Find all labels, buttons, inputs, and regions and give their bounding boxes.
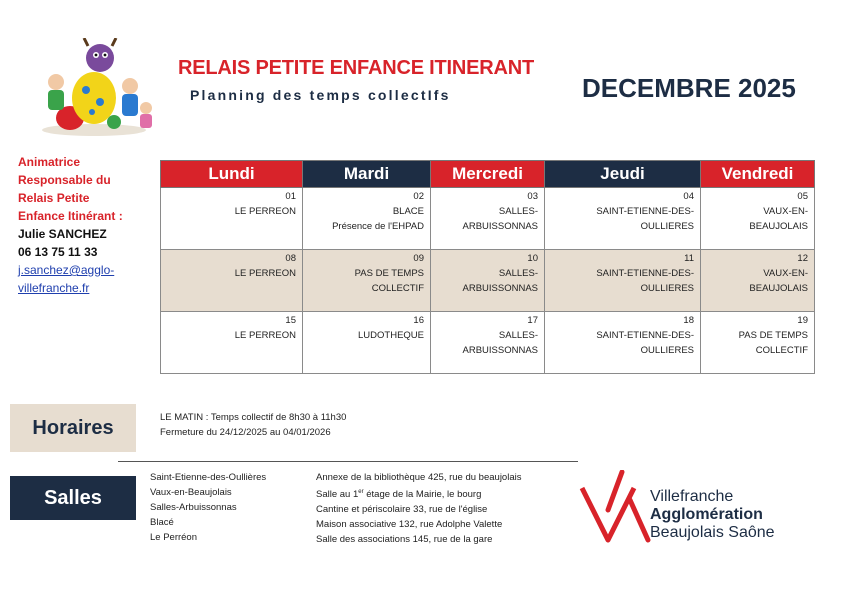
agglo-logo-line: Agglomération [650,506,763,523]
cell-date: 19 [797,315,808,326]
salle-address [316,485,521,502]
agglo-logo-mark-icon [578,470,652,546]
cell-date: 15 [285,315,296,326]
page-title: RELAIS PETITE ENFANCE ITINERANT [178,57,535,79]
horaires-line: Fermeture du 24/12/2025 au 04/01/2026 [160,427,331,438]
salle-address: Annexe de la bibliothèque 425, rue du beaujolais [316,472,522,483]
calendar-cell [545,250,701,312]
salle-address: Cantine et périscolaire 33, rue de l'église [316,504,488,516]
horaires-line: LE MATIN : Temps collectif de 8h30 à 11h30 [160,412,347,423]
salle-address-part: Salle au 1 [316,489,359,501]
cell-text: OULLIERES [640,283,694,294]
cell-text: OULLIERES [640,221,694,232]
calendar-cell [701,188,815,250]
day-header-mardi: Mardi [303,161,431,188]
calendar-cell [303,188,431,250]
salle-address: Salle des associations 145, rue de la gare [316,534,493,546]
contact-email-line[interactable]: j.sanchez@agglo- [18,263,115,277]
children-mascot-logo [34,38,160,138]
calendar-cell [431,250,545,312]
cell-text: BLACE [392,206,424,217]
salles-label: Salles [44,487,102,509]
cell-text: COLLECTIF [755,345,808,356]
cell-date: 09 [413,253,424,264]
day-header-lundi: Lundi [161,161,303,188]
cell-date: 18 [683,315,694,326]
contact-role-line: Responsable du [18,173,111,187]
cell-text: PAS DE TEMPS [354,268,424,279]
cell-text: LUDOTHEQUE [358,330,424,341]
cell-date: 10 [527,253,538,264]
cell-text: SAINT-ETIENNE-DES- [596,330,694,341]
calendar-table [160,160,815,374]
calendar-cell [303,250,431,312]
cell-text: LE PERREON [234,268,296,279]
cell-text: VAUX-EN- [763,268,808,279]
agglo-logo-text [650,488,775,542]
contact-phone: 06 13 75 11 33 [18,245,98,259]
day-header-jeudi: Jeudi [545,161,701,188]
salles-address-list [316,470,521,547]
cell-date: 16 [413,315,424,326]
cell-text: SALLES- [498,206,538,217]
cell-text: LE PERREON [234,206,296,217]
cell-text: SAINT-ETIENNE-DES- [596,268,694,279]
salle-name: Blacé [150,517,174,528]
contact-email-link[interactable] [18,261,158,297]
cell-date: 02 [413,191,424,202]
agglo-logo-line: Villefranche [650,488,734,505]
cell-text: SALLES- [498,330,538,341]
calendar-week-row [161,188,815,250]
calendar-cell [161,250,303,312]
calendar-cell [161,188,303,250]
calendar-cell [701,312,815,374]
calendar-week-row [161,312,815,374]
contact-role-line: Relais Petite [18,191,90,205]
salle-name: Le Perréon [150,532,198,543]
cell-text: OULLIERES [640,345,694,356]
salle-address: Maison associative 132, rue Adolphe Valette [316,519,503,531]
cell-date: 17 [527,315,538,326]
cell-date: 01 [285,191,296,202]
calendar-cell [431,188,545,250]
contact-name: Julie SANCHEZ [18,227,107,241]
agglo-logo-line: Beaujolais Saône [650,524,775,541]
cell-text: Présence de l'EHPAD [332,221,424,232]
cell-text: VAUX-EN- [763,206,808,217]
cell-date: 05 [797,191,808,202]
month-heading: DECEMBRE 2025 [582,73,796,103]
cell-text: PAS DE TEMPS [738,330,808,341]
contact-role-line: Enfance Itinérant : [18,209,123,223]
horaires-label: Horaires [32,417,114,439]
salle-address-sup: er [358,489,364,495]
cell-text: ARBUISSONNAS [462,283,538,294]
salle-name: Vaux-en-Beaujolais [150,487,232,498]
horaires-text [160,410,346,440]
cell-text: BEAUJOLAIS [749,221,808,232]
cell-text: LE PERREON [234,330,296,341]
cell-text: ARBUISSONNAS [462,221,538,232]
salles-names-list [150,470,266,545]
calendar-cell [545,188,701,250]
cell-date: 04 [683,191,694,202]
calendar-cell [701,250,815,312]
cell-text: BEAUJOLAIS [749,283,808,294]
calendar-cell [161,312,303,374]
page-subtitle: Planning des temps collectIfs [190,87,451,103]
cell-date: 11 [684,253,694,264]
cell-text: ARBUISSONNAS [462,345,538,356]
cell-date: 08 [285,253,296,264]
contact-role-line: Animatrice [18,155,81,169]
cell-date: 12 [797,253,808,264]
day-header-mercredi: Mercredi [431,161,545,188]
cell-text: SAINT-ETIENNE-DES- [596,206,694,217]
calendar-cell [303,312,431,374]
day-header-vendredi: Vendredi [701,161,815,188]
calendar-week-row [161,250,815,312]
calendar-header-row [161,161,815,188]
salle-name: Salles-Arbuissonnas [150,502,237,513]
cell-text: SALLES- [498,268,538,279]
cell-text: COLLECTIF [371,283,424,294]
salle-name: Saint-Etienne-des-Oullières [150,472,267,483]
salle-address-part: étage de la Mairie, le bourg [363,489,482,501]
calendar-cell [545,312,701,374]
cell-date: 03 [527,191,538,202]
section-divider [118,461,578,462]
contact-email-line[interactable]: villefranche.fr [18,281,90,295]
contact-block [18,153,158,297]
calendar-cell [431,312,545,374]
